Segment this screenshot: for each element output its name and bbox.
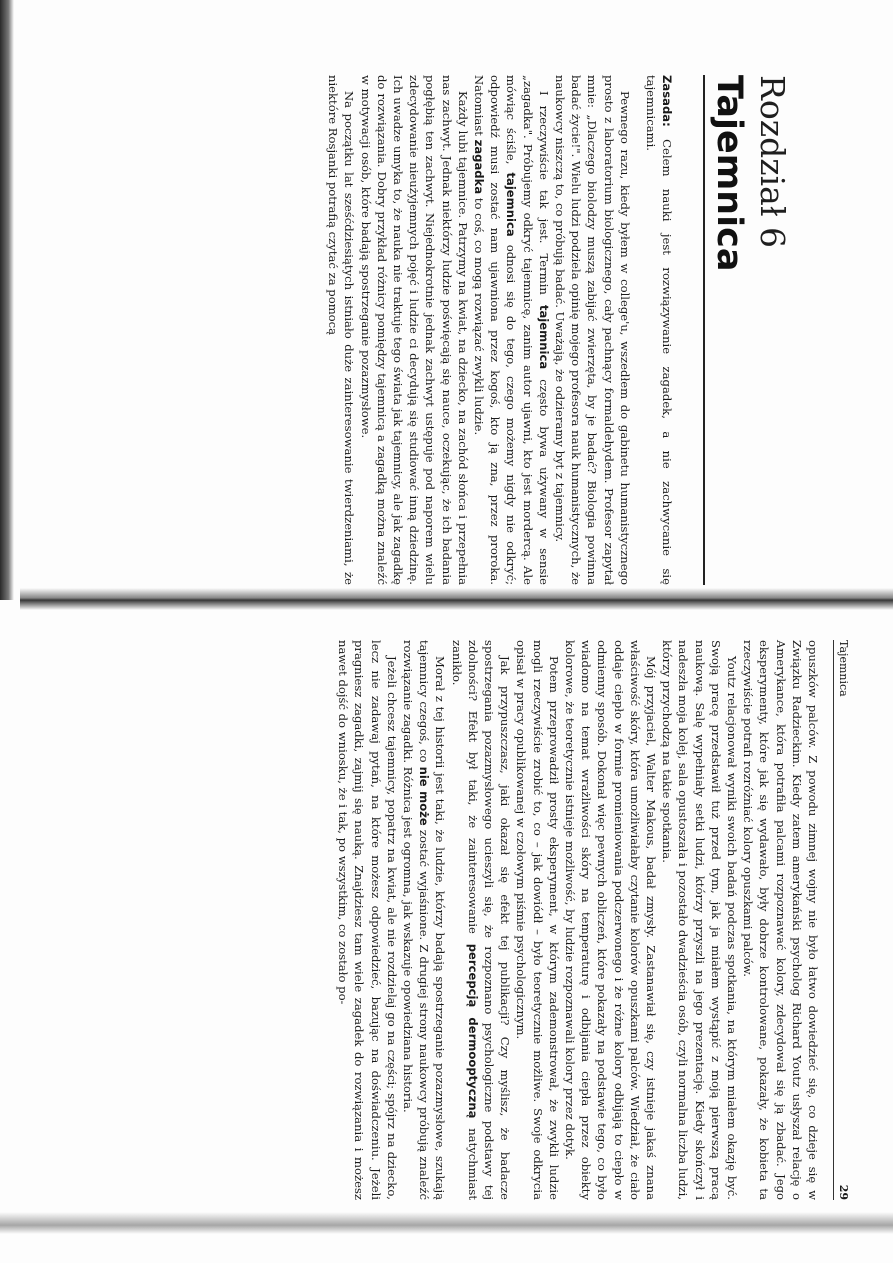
text-run: natychmiast zanikło.	[449, 640, 480, 1200]
paragraph: Jeżeli chcesz tajemnicy, popatrz na kwiat, ale nie rozdzielaj go na części; spójrz na dziecko, lecz nie zadawaj pytań, na które możesz odpowiedzieć, bazując na doświadczeniu. Jeżeli pragniesz zagadki, zajmij się nauką. Znajdziesz tam wiele zagadek do rozwiązania i możesz nawet dojść do wniosku, że i tak, po wszystkim, co zostało po-	[336, 640, 399, 1200]
paragraph: Potem przeprowadził prosty eksperyment, w którym zademonstrował, że zwykli ludzie mogli rzeczywiście zrobić to, co – jak dowiódł – było teoretycznie możliwe. Swoje odkrycia opisał w pracy opublikowanej w czołowym piśmie psychologicznym.	[514, 640, 561, 1200]
key-term: tajemnica	[536, 304, 551, 370]
paragraph	[448, 640, 513, 1200]
chapter-title: Tajemnica	[708, 75, 749, 272]
paragraph	[471, 75, 552, 585]
paragraph: Na początku lat sześćdziesiątych istniało duże zainteresowanie twierdzeniami, że niektóre Rosjanki potrafią czytać za pomocą	[326, 75, 357, 585]
key-term: percepcją dermooptyczną	[465, 943, 480, 1119]
paragraph: Każdy lubi tajemnice. Patrzymy na kwiat, na dziecko, na zachód słońca i przepełnia nas zachwyt. Jednak niektórzy ludzie poświęcają się nauce, oczekując, że ich badania pogłębią ten zachwyt. Niejednokrotnie jednak zachwyt ustępuje pod naporem wielu zdecydowanie nieużyjemnych pojęć i ludzie ci decydują się studiować inną dziedzinę. Ich uwadze umyka to, że nauka nie traktuje tego świata jak tajemnicy, ale jak zagadkę do rozwiązania. Dobry przykład różnicy pomiędzy tajemnicą a zagadką można znaleźć w motywacji osób, które badają spostrzeganie pozazmysłowe.	[358, 75, 470, 585]
text-run: I rzeczywiście tak jest. Termin	[536, 91, 551, 305]
paragraph: Youtz relacjonował wyniki swoich badań podczas spotkania, na którym miałem okazję być. Swoją pracę przedstawił tuż przed tym, jak ja miałem wystąpić z moją pierwszą pracą naukową. Salę wypełniały setki ludzi, którzy przyszli na jego prezentację. Kiedy skończył i nadeszła moja kolej, sala opustoszała i pozostało dwadzieścia osób, czyli normalna liczba ludzi, którzy przychodzą na takie spotkania.	[660, 640, 739, 1200]
key-term: nie może	[417, 766, 432, 826]
chapter-number: Rozdział 6	[753, 75, 792, 249]
chapter-principle	[643, 75, 675, 585]
page-number: 29	[837, 1184, 850, 1200]
book-gutter	[20, 588, 893, 610]
paragraph	[400, 640, 449, 1200]
key-term: tajemnica	[504, 172, 519, 237]
paragraph: opuszków palców. Z powodu zimnej wojny nie było łatwo dowiedzieć się, co dzieje się w Związku Radzieckim. Kiedy zatem amerykański psycholog Richard Youtz usłyszał relację o Amerykance, która potrafiła palcami rozpoznawać kolory, zdecydował się ją zbadać. Jego eksperymenty, które jak się wydawało, były dobrze kontrolowane, pokazały, że kobieta ta rzeczywiście potrafi rozróżniać kolory opuszkami palców.	[741, 640, 820, 1200]
principle-text: Celem nauki jest rozwiązywanie zagadek, a nie zachwycanie się tajemnicami.	[644, 75, 675, 585]
text-run: Jak przypuszczasz, jaki okazał się efekt tej publikacji? Czy myślisz, że badacze spostrzegania pozazmysłowego ucieszyli się, że rozpoznano psychologiczne podstawy tej zdolności? Efekt był taki, że zainteresowanie	[465, 640, 513, 1200]
paragraph: Mój przyjaciel, Walter Makous, badał zmysły. Zastanawiał się, czy istnieje jakaś znana właściwość skóry, która umożliwiałaby czytanie kolorów opuszkami palców. Wiedział, że ciało oddaje ciepło w formie promieniowania podczerwonego i że różne kolory odbijają to ciepło w odmienny sposób. Dokonał więc pewnych obliczeń, które pokazały na podstawie tego, co było wiadomo na temat wrażliwości skóry na temperaturę i odbijania ciepła przez obiekty kolorowe, że teoretycznie istnieje możliwość, by ludzie rozpoznawali kolory przez dotyk.	[562, 640, 658, 1200]
running-title: Tajemnica	[837, 640, 850, 697]
principle-label: Zasada:	[660, 75, 675, 127]
key-term: zagadka	[471, 139, 486, 195]
chapter-page	[90, 75, 790, 585]
scan-edge-shadow	[0, 0, 14, 600]
text-run: odnosi się do tego, czego możemy nigdy nie odkryć; odpowiedź musi zostać nam ujawniona przez kogoś, kto ją zna, przez proroka. Natomiast	[471, 75, 519, 585]
running-header	[833, 640, 850, 1200]
body-page	[80, 640, 850, 1200]
chapter-title-rule	[703, 75, 705, 585]
text-run: Morał z tej historii jest taki, że ludzie, którzy badają spostrzeganie pozazmysłowe, szukają tajemnicy czegoś, co	[417, 640, 448, 1200]
text-run: zostać wyjaśnione. Z drugiej strony naukowcy próbują znaleźć rozwiązanie zagadki. Różnica jest ogromna, jak wskazuje opowiedziana historia.	[400, 640, 432, 1200]
text-run: często bywa używany w sensie „zagadka". Próbujemy odkryć tajemnicę, zanim autor ujawni, kto jest mordercą. Ale mówiąc ściśle,	[504, 75, 551, 585]
scan-bottom-shadow	[0, 1212, 893, 1234]
text-run: to coś, co mogą rozwiązać zwykli ludzie.	[471, 194, 486, 436]
paragraph: Pewnego razu, kiedy byłem w college'u, wszedłem do gabinetu humanistycznego prosto z laboratorium biologicznego, cały pachnący formaldehydem. Profesor zapytał mnie: „Dlaczego biolodzy muszą zabijać zwierzęta, by je badać? Biologia powinna badać życie!". Wielu ludzi podziela opinię mojego profesora nauk humanistycznych, że naukowcy niszczą to, co próbują badać. Uważają, że odzieramy byt z tajemnicy.	[552, 75, 632, 585]
